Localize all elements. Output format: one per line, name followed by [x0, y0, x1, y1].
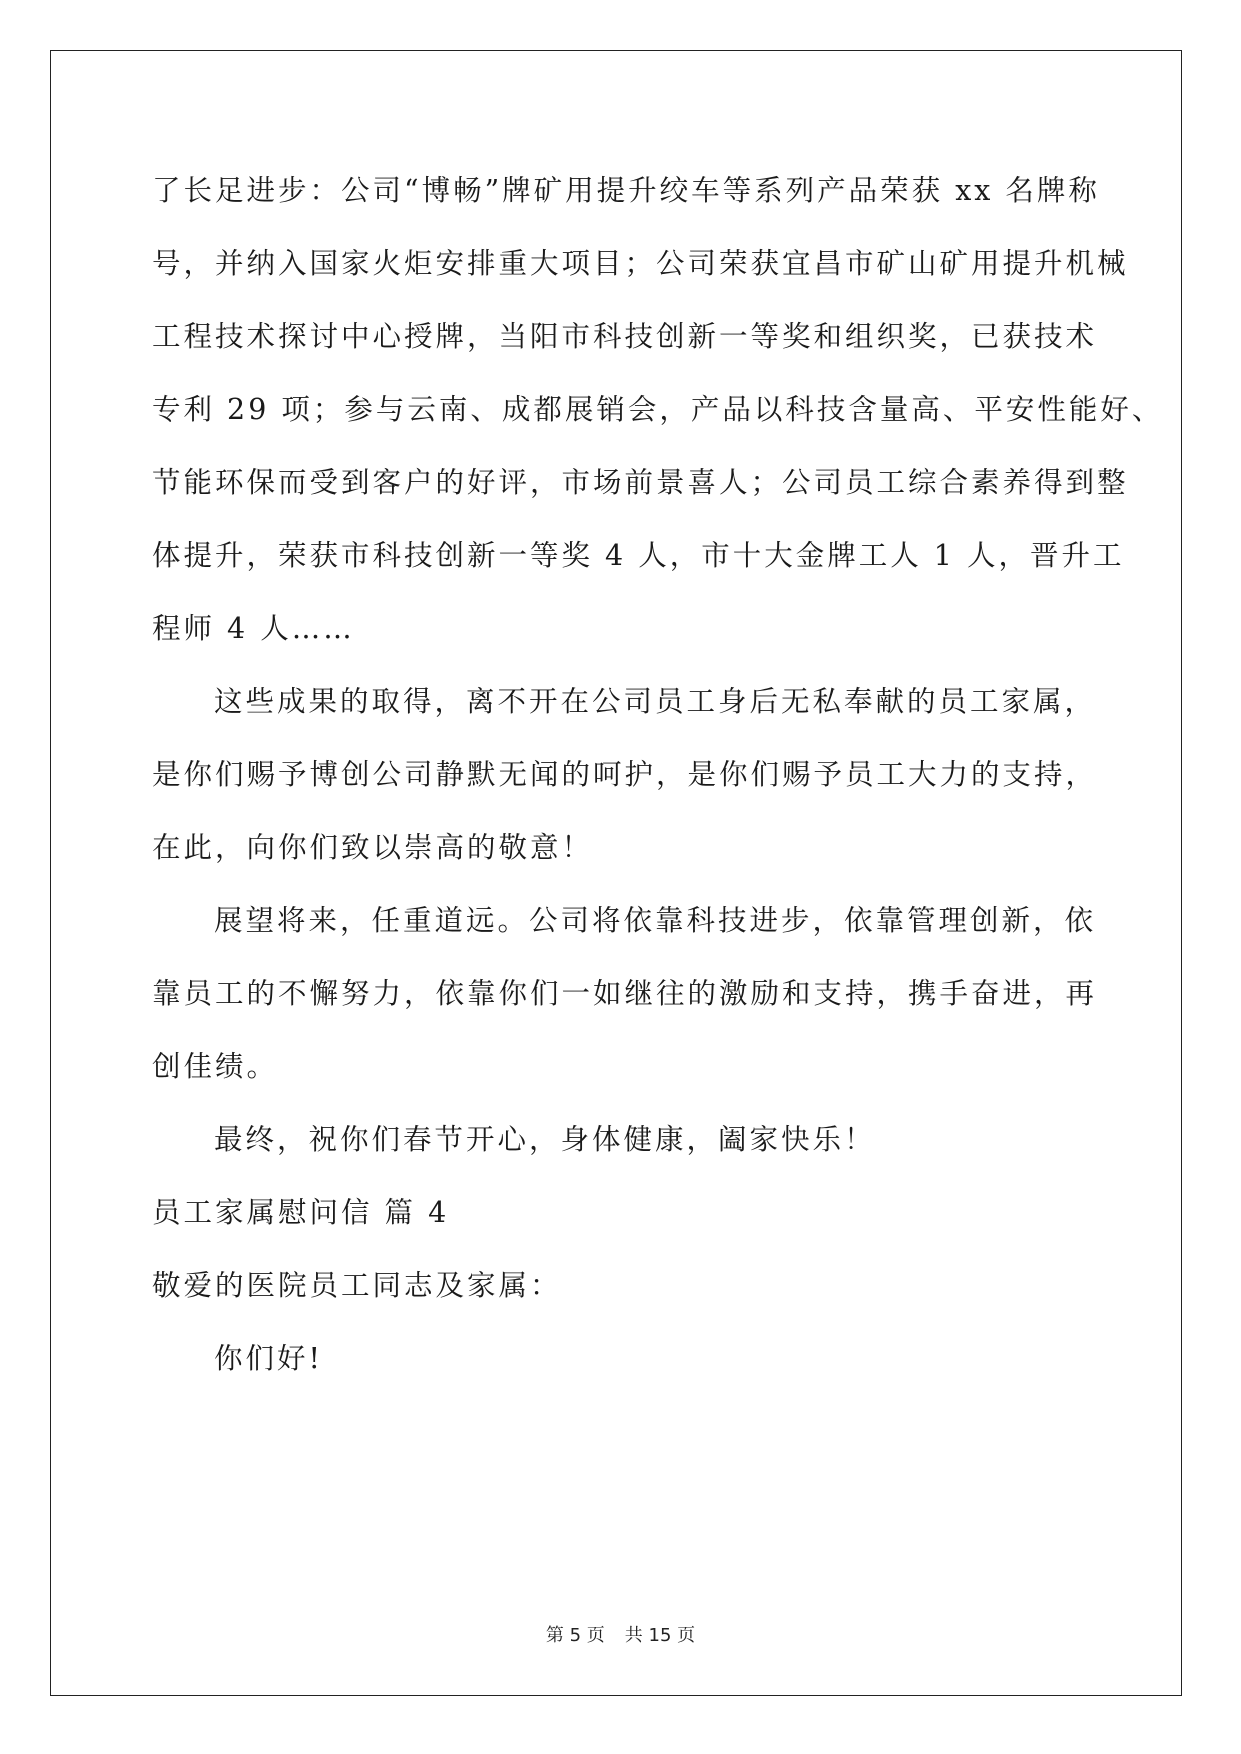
page-border: [50, 50, 1182, 1696]
text-line: 这些成果的取得，离不开在公司员工身后无私奉献的员工家属，: [214, 685, 1097, 718]
text-line: 专利 29 项；参与云南、成都展销会，产品以科技含量高、平安性能好、: [152, 393, 1164, 426]
text-line: 创佳绩。: [152, 1050, 279, 1083]
text-line: 靠员工的不懈努力，依靠你们一如继往的激励和支持，携手奋进，再: [152, 977, 1098, 1010]
salutation: 敬爱的医院员工同志及家属：: [152, 1269, 562, 1302]
text-line: 体提升，荣获市科技创新一等奖 4 人，市十大金牌工人 1 人，晋升工: [152, 539, 1125, 572]
text-line: 了长足进步：公司“博畅”牌矿用提升绞车等系列产品荣获 xx 名牌称: [152, 174, 1100, 207]
text-line: 程师 4 人……: [152, 612, 355, 645]
page-footer: [0, 1621, 1241, 1647]
section-heading: 员工家属慰问信 篇 4: [152, 1196, 450, 1229]
page-number: 第 5 页: [545, 1625, 605, 1646]
text-line: 展望将来，任重道远。公司将依靠科技进步，依靠管理创新，依: [214, 904, 1097, 937]
text-line: 在此，向你们致以崇高的敬意！: [152, 831, 594, 864]
text-line: 最终，祝你们春节开心，身体健康，阖家快乐！: [214, 1123, 876, 1156]
page-total: 共 15 页: [624, 1625, 696, 1646]
text-line: 节能环保而受到客户的好评，市场前景喜人；公司员工综合素养得到整: [152, 466, 1129, 499]
text-line: 是你们赐予博创公司静默无闻的呵护，是你们赐予员工大力的支持，: [152, 758, 1098, 791]
text-line: 工程技术探讨中心授牌，当阳市科技创新一等奖和组织奖，已获技术: [152, 320, 1098, 353]
greeting: 你们好!: [214, 1342, 323, 1375]
text-line: 号，并纳入国家火炬安排重大项目；公司荣获宜昌市矿山矿用提升机械: [152, 247, 1129, 280]
